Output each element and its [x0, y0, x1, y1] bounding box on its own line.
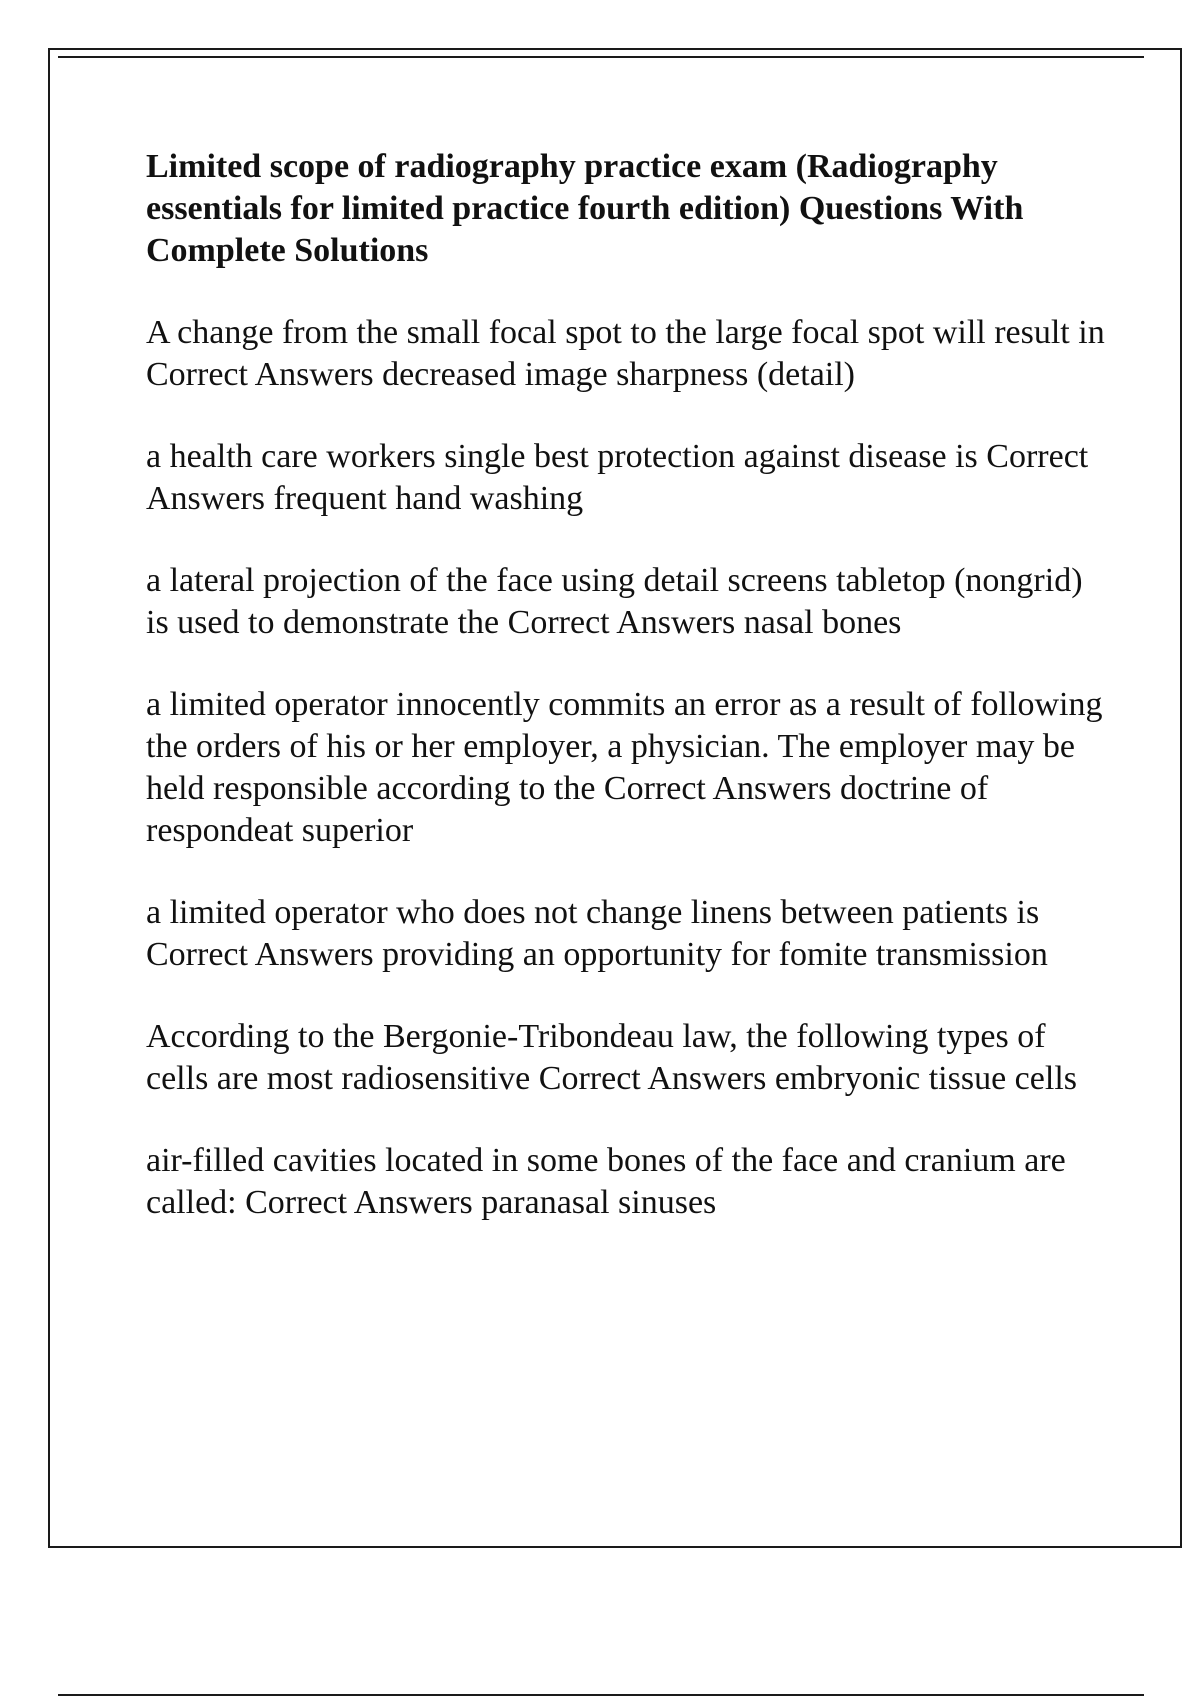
qa-item-4	[146, 684, 1111, 852]
answer-label: Correct Answers	[146, 356, 374, 393]
document-content	[146, 146, 1111, 1264]
document-title: Limited scope of radiography practice exam (Radiography essentials for limited practice fourth edition) Questions With Complete Solutions	[146, 148, 1024, 269]
qa-item-7	[146, 1140, 1106, 1224]
answer-label: Correct Answers	[146, 438, 1095, 517]
answer-text: doctrine of respondeat superior	[146, 770, 997, 849]
answer-label: Correct Answers	[603, 770, 832, 807]
answer-text: frequent hand washing	[273, 480, 584, 517]
answer-text: embryonic tissue cells	[774, 1060, 1077, 1097]
question-text: a lateral projection of the face using detail screens tabletop (nongrid) is used to demonstrate the	[146, 562, 1092, 641]
question-text: According to the Bergonie-Tribondeau law, the following types of cells are most radiosensitive	[146, 1018, 1055, 1097]
answer-label: Correct Answers	[507, 604, 736, 641]
qa-item-2	[146, 436, 1106, 520]
answer-label: Correct Answers	[538, 1060, 767, 1097]
question-text: A change from the small focal spot to the large focal spot will result in	[146, 314, 1105, 351]
qa-item-3	[146, 560, 1106, 644]
answer-label: Correct Answers	[146, 936, 374, 973]
top-rule	[58, 56, 1144, 58]
question-text: a health care workers single best protection against disease is	[146, 438, 978, 475]
answer-text: nasal bones	[743, 604, 902, 641]
qa-item-5	[146, 892, 1106, 976]
answer-label: Correct Answers	[245, 1184, 473, 1221]
answer-text: decreased image sharpness (detail)	[382, 356, 856, 393]
question-text: a limited operator innocently commits an error as a result of following the orders of his or her employer, a physician. The employer may be held responsible according to the	[146, 686, 1111, 807]
question-text: a limited operator who does not change linens between patients is	[146, 894, 1040, 931]
qa-item-1	[146, 312, 1106, 396]
bottom-rule	[58, 1694, 1144, 1696]
answer-text: paranasal sinuses	[481, 1184, 717, 1221]
qa-item-6	[146, 1016, 1106, 1100]
answer-text: providing an opportunity for fomite transmission	[382, 936, 1048, 973]
question-text: air-filled cavities located in some bones of the face and cranium are called:	[146, 1142, 1075, 1221]
